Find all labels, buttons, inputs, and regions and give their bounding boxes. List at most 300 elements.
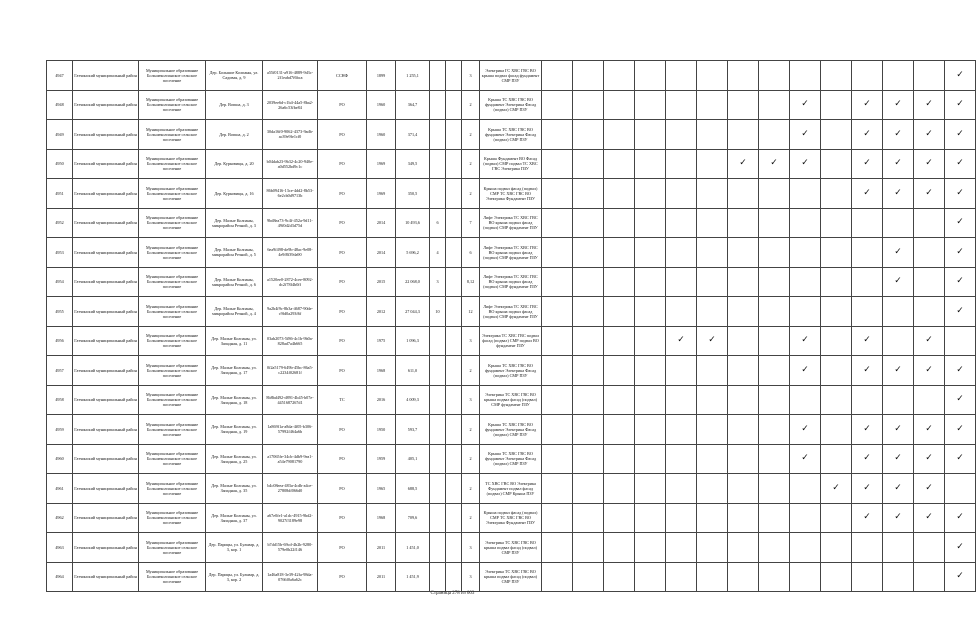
check-icon: ✓ <box>894 158 902 169</box>
floors-cell <box>430 120 446 150</box>
work-flag-cell <box>945 385 976 415</box>
work-flag-cell <box>852 326 883 356</box>
house-type-cell: РО <box>318 208 367 238</box>
work-flag-cell <box>604 208 635 238</box>
year-built-cell: 1960 <box>367 120 396 150</box>
house-type-cell: РО <box>318 267 367 297</box>
house-id-cell: 30da16f0-9062-4373-9adb-ac39e9fe1cf0 <box>263 120 318 150</box>
floors-cell <box>430 533 446 563</box>
year-built-cell: 1899 <box>367 61 396 91</box>
work-flag-cell <box>914 503 945 533</box>
work-flag-cell <box>852 533 883 563</box>
work-flag-cell <box>759 385 790 415</box>
table-row <box>47 385 976 415</box>
work-flag-cell <box>728 61 759 91</box>
work-flag-cell <box>573 474 604 504</box>
work-flag-cell <box>635 326 666 356</box>
work-flag-cell <box>604 179 635 209</box>
house-type-cell: РО <box>318 415 367 445</box>
table-row <box>47 326 976 356</box>
work-flag-cell <box>914 385 945 415</box>
row-number: 4956 <box>47 326 73 356</box>
table-row <box>47 562 976 592</box>
work-flag-cell <box>790 61 821 91</box>
work-flag-cell <box>883 444 914 474</box>
work-flag-cell <box>883 356 914 386</box>
work-flag-cell <box>945 238 976 268</box>
district-cell: Гатчинский муниципальный район <box>73 533 139 563</box>
blocks-cell: 2 <box>462 120 480 150</box>
check-icon: ✓ <box>708 335 716 346</box>
check-icon: ✓ <box>956 187 964 198</box>
house-id-cell: a67e0fe1-a1dc-4915-9bd2-9027f3189e98 <box>263 503 318 533</box>
house-type-cell: РО <box>318 503 367 533</box>
work-flag-cell <box>573 90 604 120</box>
blocks-cell: 3 <box>462 385 480 415</box>
work-flag-cell <box>790 415 821 445</box>
check-icon: ✓ <box>925 512 933 523</box>
municipality-cell: Муниципальное образование Большеколпанское сельское поселение <box>139 208 206 238</box>
check-icon: ✓ <box>863 128 871 139</box>
work-flag-cell <box>883 61 914 91</box>
district-cell: Гатчинский муниципальный район <box>73 326 139 356</box>
work-flag-cell <box>542 120 573 150</box>
work-flag-cell <box>666 61 697 91</box>
house-type-cell: РО <box>318 533 367 563</box>
year-built-cell: 1968 <box>367 503 396 533</box>
house-type-cell: РО <box>318 297 367 327</box>
year-built-cell: 2011 <box>367 562 396 592</box>
check-icon: ✓ <box>956 512 964 523</box>
work-flag-cell <box>790 533 821 563</box>
year-built-cell: 1965 <box>367 474 396 504</box>
check-icon: ✓ <box>956 364 964 375</box>
floors-cell <box>430 415 446 445</box>
floors-cell <box>430 179 446 209</box>
check-icon: ✓ <box>956 541 964 552</box>
work-flag-cell <box>542 533 573 563</box>
municipality-cell: Муниципальное образование Большеколпанское сельское поселение <box>139 61 206 91</box>
address-cell: Дер. Парицы, ул. Бульвар, д. 3, кор. 2 <box>206 562 263 592</box>
check-icon: ✓ <box>925 482 933 493</box>
work-flag-cell <box>604 415 635 445</box>
blocks-cell: 2 <box>462 444 480 474</box>
work-flag-cell <box>759 326 790 356</box>
district-cell: Гатчинский муниципальный район <box>73 562 139 592</box>
work-flag-cell <box>945 61 976 91</box>
municipality-cell: Муниципальное образование Большеколпанское сельское поселение <box>139 533 206 563</box>
table-row <box>47 120 976 150</box>
work-flag-cell <box>821 149 852 179</box>
house-id-cell: 2039ee6d-c1b4-44a5-8ba2-26a6c53fbe84 <box>263 90 318 120</box>
work-flag-cell <box>883 208 914 238</box>
works-list-cell: ТС ХВС ГВС ВО Электрика Фундамент подвал фасад (подвал) СМР Крыша ПЗУ <box>480 474 542 504</box>
work-flag-cell <box>821 61 852 91</box>
table-row <box>47 474 976 504</box>
work-flag-cell <box>883 326 914 356</box>
work-flag-cell <box>666 208 697 238</box>
work-flag-cell <box>697 61 728 91</box>
work-flag-cell <box>759 474 790 504</box>
entrances-cell <box>446 444 462 474</box>
work-flag-cell <box>852 444 883 474</box>
row-number: 4958 <box>47 385 73 415</box>
district-cell: Гатчинский муниципальный район <box>73 385 139 415</box>
work-flag-cell <box>759 503 790 533</box>
entrances-cell <box>446 149 462 179</box>
row-number: 4959 <box>47 415 73 445</box>
house-id-cell: a17065fe-34cb-4db9-9ea1-a54e79081790 <box>263 444 318 474</box>
work-flag-cell <box>821 533 852 563</box>
entrances-cell <box>446 356 462 386</box>
check-icon: ✓ <box>956 276 964 287</box>
row-number: 4961 <box>47 474 73 504</box>
work-flag-cell <box>821 238 852 268</box>
blocks-cell: 2 <box>462 415 480 445</box>
district-cell: Гатчинский муниципальный район <box>73 297 139 327</box>
work-flag-cell <box>542 415 573 445</box>
area-cell: 5 696,2 <box>396 238 430 268</box>
check-icon: ✓ <box>801 453 809 464</box>
work-flag-cell <box>852 356 883 386</box>
entrances-cell <box>446 90 462 120</box>
check-icon: ✓ <box>770 158 778 169</box>
entrances-cell <box>446 179 462 209</box>
check-icon: ✓ <box>894 364 902 375</box>
work-flag-cell <box>945 415 976 445</box>
work-flag-cell <box>573 267 604 297</box>
house-id-cell: 03ab2073-5f86-4c1b-9b0a-828ad7a4b665 <box>263 326 318 356</box>
check-icon: ✓ <box>894 512 902 523</box>
address-cell: Дер. Малые Колпаны, ул. Западная, д. 17 <box>206 356 263 386</box>
district-cell: Гатчинский муниципальный район <box>73 474 139 504</box>
municipality-cell: Муниципальное образование Большеколпанское сельское поселение <box>139 503 206 533</box>
work-flag-cell <box>914 356 945 386</box>
house-type-cell: РО <box>318 179 367 209</box>
work-flag-cell <box>604 238 635 268</box>
work-flag-cell <box>821 503 852 533</box>
floors-cell <box>430 562 446 592</box>
house-type-cell: РО <box>318 474 367 504</box>
work-flag-cell <box>945 120 976 150</box>
work-flag-cell <box>821 444 852 474</box>
year-built-cell: 1950 <box>367 415 396 445</box>
area-cell: 611,0 <box>396 356 430 386</box>
work-flag-cell <box>697 474 728 504</box>
table-row <box>47 208 976 238</box>
check-icon: ✓ <box>956 571 964 582</box>
work-flag-cell <box>604 61 635 91</box>
address-cell: Дер. Малые Колпаны, ул. Западная, д. 25 <box>206 444 263 474</box>
house-type-cell: РО <box>318 326 367 356</box>
work-flag-cell <box>728 503 759 533</box>
work-flag-cell <box>728 474 759 504</box>
table-row <box>47 179 976 209</box>
municipality-cell: Муниципальное образование Большеколпанское сельское поселение <box>139 562 206 592</box>
work-flag-cell <box>883 179 914 209</box>
district-cell: Гатчинский муниципальный район <box>73 238 139 268</box>
work-flag-cell <box>697 533 728 563</box>
work-flag-cell <box>666 533 697 563</box>
blocks-cell: 3 <box>462 562 480 592</box>
works-list-cell: Лифт Электрика ТС ХВС ГВС ВО крыша подвал фасад (подвал) СМР фундамент ПЗУ <box>480 297 542 327</box>
house-id-cell: 8b8bd492-d891-4b45-b07e-4451687267d1 <box>263 385 318 415</box>
work-flag-cell <box>883 415 914 445</box>
work-flag-cell <box>883 297 914 327</box>
entrances-cell <box>446 503 462 533</box>
entrances-cell <box>446 533 462 563</box>
work-flag-cell <box>728 385 759 415</box>
table-row <box>47 297 976 327</box>
check-icon: ✓ <box>956 158 964 169</box>
check-icon: ✓ <box>863 99 871 110</box>
work-flag-cell <box>573 179 604 209</box>
works-list-cell: Крыша Фундамент ВО Фасад (подвал) СМР подвал ТС ХВС ГВС Электрика ПЗУ <box>480 149 542 179</box>
check-icon: ✓ <box>956 69 964 80</box>
work-flag-cell <box>790 503 821 533</box>
work-flag-cell <box>759 444 790 474</box>
house-id-cell: a1520ee0-2872-4cee-8092-dc2f78f4b0ff <box>263 267 318 297</box>
work-flag-cell <box>697 297 728 327</box>
work-flag-cell <box>914 149 945 179</box>
year-built-cell: 1969 <box>367 179 396 209</box>
work-flag-cell <box>759 149 790 179</box>
work-flag-cell <box>852 179 883 209</box>
house-id-cell: b04dab23-9b32-4c20-940e-a0d552bd9c1c <box>263 149 318 179</box>
work-flag-cell <box>635 267 666 297</box>
row-number: 4963 <box>47 533 73 563</box>
work-flag-cell <box>573 120 604 150</box>
work-flag-cell <box>728 356 759 386</box>
check-icon: ✓ <box>925 99 933 110</box>
work-flag-cell <box>728 533 759 563</box>
check-icon: ✓ <box>956 217 964 228</box>
work-flag-cell <box>604 149 635 179</box>
address-cell: Дер. Малые Колпаны, микрорайон Речной, д. 6 <box>206 267 263 297</box>
work-flag-cell <box>542 474 573 504</box>
blocks-cell: 2 <box>462 90 480 120</box>
work-flag-cell <box>542 90 573 120</box>
house-id-cell: 1a869f1a-a8da-4f05-b306-57992f464a6b <box>263 415 318 445</box>
district-cell: Гатчинский муниципальный район <box>73 503 139 533</box>
row-number: 4954 <box>47 267 73 297</box>
table-row <box>47 415 976 445</box>
work-flag-cell <box>790 356 821 386</box>
work-flag-cell <box>883 503 914 533</box>
address-cell: Дер. Малые Колпаны, ул. Западная, д. 18 <box>206 385 263 415</box>
work-flag-cell <box>759 179 790 209</box>
work-flag-cell <box>573 415 604 445</box>
work-flag-cell <box>821 208 852 238</box>
house-id-cell: a55f0131-a916-4889-9d3c-2f1eabd7f6bca <box>263 61 318 91</box>
work-flag-cell <box>945 208 976 238</box>
work-flag-cell <box>914 208 945 238</box>
work-flag-cell <box>697 562 728 592</box>
house-type-cell: РО <box>318 149 367 179</box>
work-flag-cell <box>852 415 883 445</box>
work-flag-cell <box>790 238 821 268</box>
work-flag-cell <box>573 297 604 327</box>
work-flag-cell <box>635 179 666 209</box>
work-flag-cell <box>666 474 697 504</box>
year-built-cell: 1959 <box>367 444 396 474</box>
check-icon: ✓ <box>956 453 964 464</box>
area-cell: 1 096,3 <box>396 326 430 356</box>
work-flag-cell <box>883 238 914 268</box>
work-flag-cell <box>759 533 790 563</box>
work-flag-cell <box>790 297 821 327</box>
work-flag-cell <box>728 149 759 179</box>
table-row <box>47 90 976 120</box>
work-flag-cell <box>604 503 635 533</box>
blocks-cell: 2 <box>462 503 480 533</box>
work-flag-cell <box>945 562 976 592</box>
row-number: 4950 <box>47 149 73 179</box>
area-cell: 1 255,1 <box>396 61 430 91</box>
work-flag-cell <box>790 444 821 474</box>
work-flag-cell <box>759 90 790 120</box>
house-type-cell: РО <box>318 120 367 150</box>
work-flag-cell <box>821 297 852 327</box>
address-cell: Дер. Малые Колпаны, ул. Западная, д. 19 <box>206 415 263 445</box>
check-icon: ✓ <box>677 335 685 346</box>
address-cell: Дер. Вопша, д. 2 <box>206 120 263 150</box>
row-number: 4952 <box>47 208 73 238</box>
works-list-cell: Крыша ТС ХВС ГВС ВО фундамент Электрика Фасад (подвал) СМР ПЗУ <box>480 444 542 474</box>
row-number: 4955 <box>47 297 73 327</box>
work-flag-cell <box>666 356 697 386</box>
floors-cell: 10 <box>430 297 446 327</box>
work-flag-cell <box>790 208 821 238</box>
check-icon: ✓ <box>739 158 747 169</box>
house-id-cell: b7dd15b-69cd-4b2b-9280-579e0b22f146 <box>263 533 318 563</box>
house-type-cell: ССНФ <box>318 61 367 91</box>
address-cell: Дер. Малые Колпаны, ул. Западная, д. 11 <box>206 326 263 356</box>
work-flag-cell <box>852 297 883 327</box>
work-flag-cell <box>914 267 945 297</box>
work-flag-cell <box>573 533 604 563</box>
work-flag-cell <box>759 415 790 445</box>
work-flag-cell <box>573 326 604 356</box>
check-icon: ✓ <box>894 187 902 198</box>
municipality-cell: Муниципальное образование Большеколпанское сельское поселение <box>139 297 206 327</box>
year-built-cell: 2014 <box>367 208 396 238</box>
work-flag-cell <box>542 179 573 209</box>
work-flag-cell <box>790 385 821 415</box>
check-icon: ✓ <box>956 128 964 139</box>
entrances-cell <box>446 385 462 415</box>
work-flag-cell <box>635 415 666 445</box>
work-flag-cell <box>573 208 604 238</box>
work-flag-cell <box>728 238 759 268</box>
work-flag-cell <box>759 61 790 91</box>
year-built-cell: 2011 <box>367 533 396 563</box>
district-cell: Гатчинский муниципальный район <box>73 90 139 120</box>
work-flag-cell <box>542 326 573 356</box>
work-flag-cell <box>852 61 883 91</box>
blocks-cell: 2 <box>462 474 480 504</box>
entrances-cell <box>446 562 462 592</box>
area-cell: 22 068,0 <box>396 267 430 297</box>
area-cell: 349,5 <box>396 149 430 179</box>
floors-cell <box>430 356 446 386</box>
year-built-cell: 2014 <box>367 238 396 268</box>
work-flag-cell <box>945 444 976 474</box>
area-cell: 1 451,9 <box>396 562 430 592</box>
work-flag-cell <box>883 474 914 504</box>
work-flag-cell <box>666 385 697 415</box>
work-flag-cell <box>542 356 573 386</box>
work-flag-cell <box>821 562 852 592</box>
address-cell: Дер. Курковицы, д. 16 <box>206 179 263 209</box>
check-icon: ✓ <box>894 276 902 287</box>
house-id-cell: 0f2a5179-649b-45bc-86a5-c2234f02681f <box>263 356 318 386</box>
work-flag-cell <box>852 385 883 415</box>
house-id-cell: 6ea9f498-de9b-48ac-9e08-4e9f8f39da90 <box>263 238 318 268</box>
work-flag-cell <box>635 149 666 179</box>
check-icon: ✓ <box>925 364 933 375</box>
work-flag-cell <box>697 503 728 533</box>
works-list-cell: Электрика ТС ХВС ГВС подвал фасад (подвал) СМР подвал ВО фундамент ПЗУ <box>480 326 542 356</box>
house-type-cell: РО <box>318 356 367 386</box>
work-flag-cell <box>821 326 852 356</box>
housing-register-table <box>46 60 976 592</box>
work-flag-cell <box>790 326 821 356</box>
work-flag-cell <box>790 149 821 179</box>
district-cell: Гатчинский муниципальный район <box>73 267 139 297</box>
area-cell: 364,7 <box>396 90 430 120</box>
row-number: 4957 <box>47 356 73 386</box>
work-flag-cell <box>604 356 635 386</box>
blocks-cell: 7 <box>462 208 480 238</box>
work-flag-cell <box>945 90 976 120</box>
work-flag-cell <box>945 267 976 297</box>
work-flag-cell <box>852 90 883 120</box>
district-cell: Гатчинский муниципальный район <box>73 356 139 386</box>
area-cell: 350,5 <box>396 179 430 209</box>
works-list-cell: Электрика ТС ХВС ГВС ВО крыша подвал фасад (подвал) СМР фундамент ПЗУ <box>480 385 542 415</box>
check-icon: ✓ <box>801 99 809 110</box>
work-flag-cell <box>635 297 666 327</box>
work-flag-cell <box>666 297 697 327</box>
blocks-cell: 3 <box>462 533 480 563</box>
work-flag-cell <box>883 385 914 415</box>
work-flag-cell <box>945 503 976 533</box>
check-icon: ✓ <box>863 364 871 375</box>
table-row <box>47 533 976 563</box>
check-icon: ✓ <box>801 158 809 169</box>
work-flag-cell <box>945 297 976 327</box>
work-flag-cell <box>604 444 635 474</box>
work-flag-cell <box>542 503 573 533</box>
address-cell: Дер. Малые Колпаны, микрорайон Речной, д. 5 <box>206 238 263 268</box>
check-icon: ✓ <box>894 99 902 110</box>
check-icon: ✓ <box>925 423 933 434</box>
work-flag-cell <box>697 90 728 120</box>
work-flag-cell <box>759 562 790 592</box>
work-flag-cell <box>573 385 604 415</box>
work-flag-cell <box>666 326 697 356</box>
check-icon: ✓ <box>832 482 840 493</box>
work-flag-cell <box>604 385 635 415</box>
table-row <box>47 503 976 533</box>
check-icon: ✓ <box>894 453 902 464</box>
municipality-cell: Муниципальное образование Большеколпанское сельское поселение <box>139 267 206 297</box>
blocks-cell: 6 <box>462 238 480 268</box>
work-flag-cell <box>666 503 697 533</box>
work-flag-cell <box>790 267 821 297</box>
work-flag-cell <box>852 208 883 238</box>
